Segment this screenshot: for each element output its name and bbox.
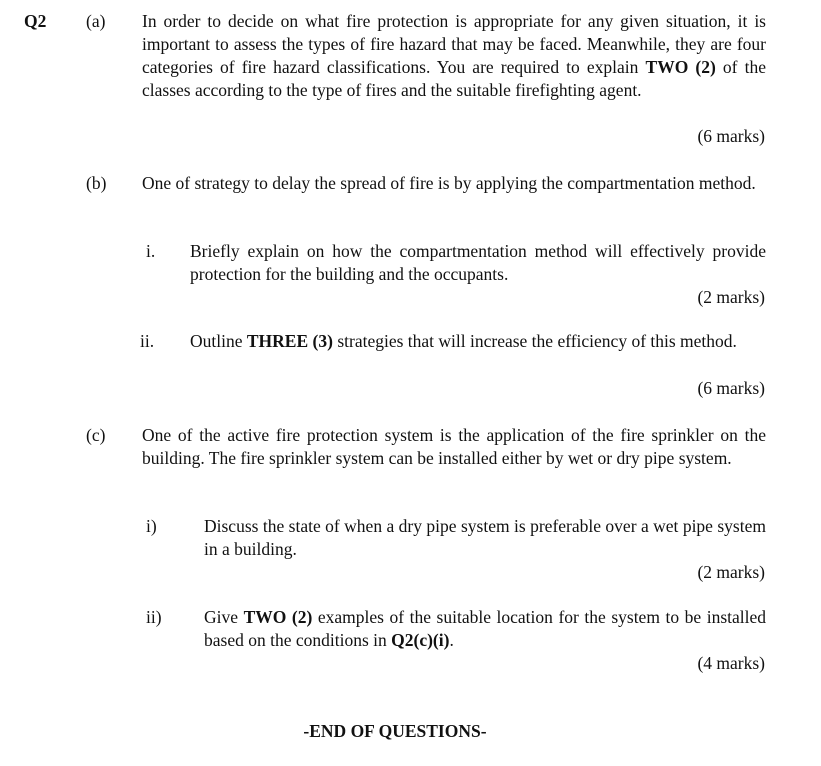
part-c-ii-label: ii) (146, 607, 162, 627)
part-b-ii-marks: (6 marks) (697, 378, 765, 398)
part-b-ii-text-1: Outline (190, 331, 247, 351)
part-b-ii-text-2: strategies that will increase the efficiency of this method. (332, 331, 737, 351)
part-c-ii-text-2: examples of the suitable location for the system to be installed based on the conditions in (204, 607, 766, 650)
part-c-i-label: i) (146, 516, 157, 536)
part-b-label: (b) (86, 173, 107, 193)
part-c-ii-text-1: Give (204, 607, 244, 627)
part-c-ii-bold-2: Q2(c)(i) (391, 630, 450, 650)
part-a-text (142, 10, 766, 102)
part-b-i-marks: (2 marks) (697, 287, 765, 307)
part-b-i-text: Briefly explain on how the compartmentation method will effectively provide protection for the building and the occupants. (190, 241, 766, 284)
part-b-ii-bold-1: THREE (3) (246, 331, 333, 351)
part-b-ii-label: ii. (140, 331, 155, 351)
part-a-text-1: In order to decide on what fire protection is appropriate for any given situation, it is important to assess the types of fire hazard that may be faced. Meanwhile, they are four categories of fire hazard classifications. You are required to explain (142, 11, 766, 77)
part-c-ii-text-3: . (449, 630, 454, 650)
part-b-ii-text (190, 330, 766, 353)
end-of-questions: -END OF QUESTIONS- (303, 721, 487, 741)
part-c-i-marks: (2 marks) (697, 562, 765, 582)
part-a-label: (a) (86, 11, 106, 31)
part-c-ii-marks: (4 marks) (697, 653, 765, 673)
part-c-text: One of the active fire protection system is the application of the fire sprinkler on the building. The fire sprinkler system can be installed either by wet or dry pipe system. (142, 425, 766, 468)
part-a-text-2: of the classes according to the type of fires and the suitable firefighting agent. (142, 57, 766, 100)
part-c-ii-text (204, 606, 766, 652)
part-a-marks: (6 marks) (697, 126, 765, 146)
part-c-label: (c) (86, 425, 106, 445)
part-a-bold-1: TWO (2) (645, 57, 716, 77)
part-c-ii-bold-1: TWO (2) (243, 607, 313, 627)
part-c-i-text: Discuss the state of when a dry pipe system is preferable over a wet pipe system in a building. (204, 516, 766, 559)
question-number: Q2 (24, 11, 47, 31)
part-b-text: One of strategy to delay the spread of fire is by applying the compartmentation method. (142, 173, 756, 193)
part-b-i-label: i. (146, 241, 156, 261)
